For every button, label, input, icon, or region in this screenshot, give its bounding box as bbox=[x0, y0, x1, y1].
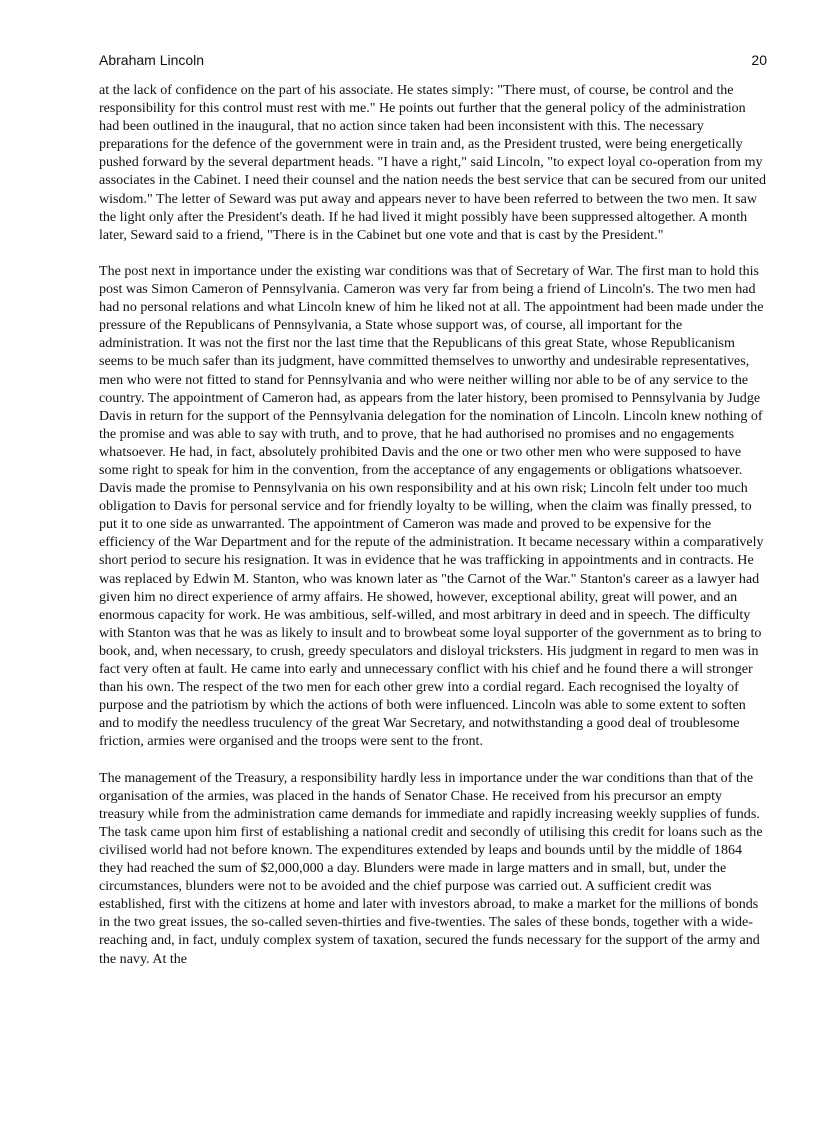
running-title: Abraham Lincoln bbox=[99, 52, 205, 68]
page-header bbox=[99, 52, 767, 72]
paragraph-treasury: The management of the Treasury, a responsibility hardly less in importance under the war conditions than that of the organisation of the armies, was placed in the hands of Senator Chase. He received from his precursor an empty treasury while from the administration came demands for immediate and rapidly increasing weekly supplies of funds. The task came upon him first of establishing a national credit and secondly of utilising this credit for loans such as the civilised world had not before known. The expenditures extended by leaps and bounds until by the middle of 1864 they had reached the sum of $2,000,000 a day. Blunders were made in large matters and in small, but, under the circumstances, blunders were not to be avoided and the chief purpose was carried out. A sufficient credit was established, first with the citizens at home and later with investors abroad, to make a market for the millions of bonds in the two great issues, the so-called seven-thirties and five-twenties. The sales of these bonds, together with a wide-reaching and, in fact, unduly complex system of taxation, secured the funds necessary for the support of the army and the navy. At the bbox=[99, 769, 763, 967]
paragraph-seward-letter: at the lack of confidence on the part of his associate. He states simply: "There must, of course, be control and the responsibility for this control must rest with me." He points out further that the general policy of the administration had been outlined in the inaugural, that no action since taken had been inconsistent with this. The necessary preparations for the defence of the government were in train and, as the President trusted, were being energetically pushed forward by the several department heads. "I have a right," said Lincoln, "to expect loyal co-operation from my associates in the Cabinet. I need their counsel and the nation needs the best service that can be secured from our united wisdom." The letter of Seward was put away and appears never to have been referred to between the two men. It saw the light only after the President's death. If he had lived it might possibly have been suppressed altogether. A month later, Seward said to a friend, "There is in the Cabinet but one vote and that is cast by the President." bbox=[99, 82, 766, 243]
page-body bbox=[99, 81, 769, 968]
paragraph-secretary-of-war: The post next in importance under the existing war conditions was that of Secretary of War. The first man to hold this post was Simon Cameron of Pennsylvania. Cameron was very far from being a friend of Lincoln's. The two men had had no personal relations and what Lincoln knew of him he liked not at all. The appointment had been made under the pressure of the Republicans of Pennsylvania, a State whose support was, of course, all important for the administration. It was not the first nor the last time that the Republicans of this great State, whose Republicanism seems to be much safer than its judgment, have committed themselves to unworthy and undesirable representatives, men who were not fitted to stand for Pennsylvania and who were neither willing nor able to be of any service to the country. The appointment of Cameron had, as appears from the later history, been promised to Pennsylvania by Judge Davis in return for the support of the Pennsylvania delegation for the nomination of Lincoln. Lincoln knew nothing of the promise and was able to say with truth, and to prove, that he had authorised no promises and no engagements whatsoever. He had, in fact, absolutely prohibited Davis and the one or two other men who were supposed to have some right to speak for him in the convention, from the acceptance of any engagements or obligations whatsoever. Davis made the promise to Pennsylvania on his own responsibility and at his own risk; Lincoln felt under too much obligation to Davis for personal service and for friendly loyalty to be willing, when the claim was finally pressed, to put it to one side as unwarranted. The appointment of Cameron was made and proved to be expensive for the efficiency of the War Department and for the repute of the administration. It became necessary within a comparatively short period to secure his resignation. It was in evidence that he was trafficking in appointments and in contracts. He was replaced by Edwin M. Stanton, who was known later as "the Carnot of the War." Stanton's career as a lawyer had given him no direct experience of army affairs. He showed, however, exceptional ability, great will power, and an enormous capacity for work. He was ambitious, self-willed, and most arbitrary in deed and in speech. The difficulty with Stanton was that he was as likely to insult and to browbeat some loyal supporter of the government as to bring to book, and, when necessary, to crush, greedy speculators and disloyal tricksters. His judgment in regard to men was in fact very often at fault. He came into early and unnecessary conflict with his chief and he found there a will stronger than his own. The respect of the two men for each other grew into a cordial regard. Each recognised the loyalty of purpose and the patriotism by which the actions of both were influenced. Lincoln was able to some extent to soften and to modify the needless truculency of the great War Secretary, and notwithstanding a good deal of troublesome friction, armies were organised and the troops were sent to the front. bbox=[99, 262, 764, 750]
page-number: 20 bbox=[751, 52, 767, 68]
